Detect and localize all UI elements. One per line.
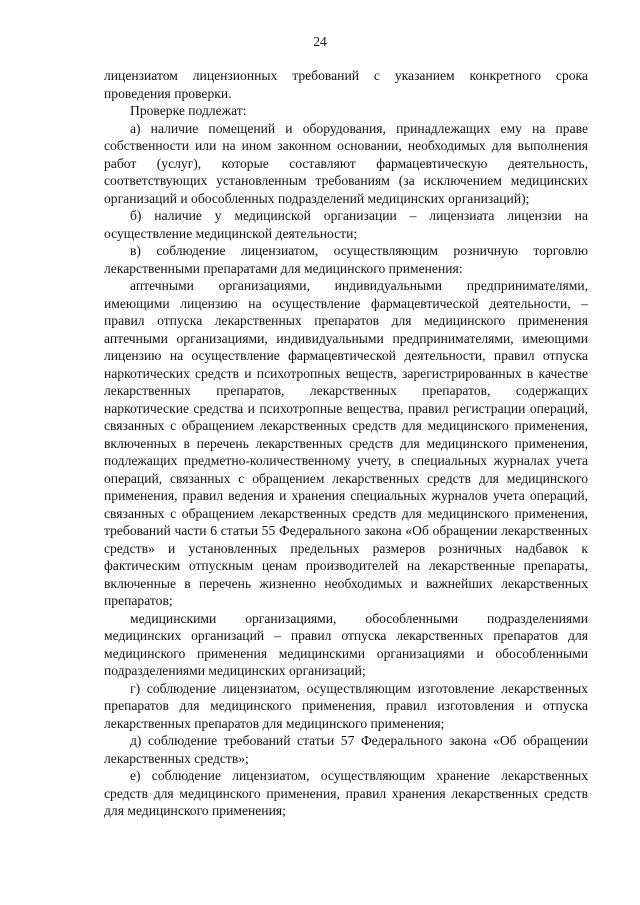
paragraph-item-v: в) соблюдение лицензиатом, осуществляющим розничную торговлю лекарственными препаратами для медицинского применения: bbox=[104, 243, 588, 276]
paragraph-inspection-intro: Проверке подлежат: bbox=[130, 103, 247, 118]
paragraph-item-d: д) соблюдение требований статьи 57 Федерального закона «Об обращении лекарственных средств»; bbox=[104, 733, 588, 766]
paragraph-item-e: е) соблюдение лицензиатом, осуществляющим хранение лекарственных средств для медицинского применения, правил хранения лекарственных средств для медицинского применения; bbox=[104, 768, 588, 818]
paragraph-medical-organizations: медицинскими организациями, обособленными подразделениями медицинских организаций – правил отпуска лекарственных препаратов для медицинского применения медицинскими организациями и обособленными подразделениями медицинских организаций; bbox=[104, 610, 588, 678]
paragraph-item-g: г) соблюдение лицензиатом, осуществляющим изготовление лекарственных препаратов для медицинского применения, правил изготовления и отпуска лекарственных препаратов для медицинского применения; bbox=[104, 680, 588, 731]
page-number: 24 bbox=[313, 34, 327, 49]
paragraph-continuation: лицензиатом лицензионных требований с указанием конкретного срока проведения проверки. bbox=[104, 68, 588, 101]
paragraph-item-b: б) наличие у медицинской организации – лицензиата лицензии на осуществление медицинской деятельности; bbox=[104, 208, 588, 241]
document-body bbox=[104, 67, 588, 820]
paragraph-pharmacies: аптечными организациями, индивидуальными предпринимателями, имеющими лицензию на осуществление фармацевтической деятельности, – правил отпуска лекарственных препаратов для медицинского применения аптечными организациями, индивидуальными предпринимателями, имеющими лицензию на осуществление фармацевтической деятельности, правил отпуска наркотических средств и психотропных веществ, зарегистрированных в качестве лекарственных препаратов, лекарственных препаратов, содержащих наркотические средства и психотропные вещества, правил регистрации операций, связанных с обращением лекарственных средств для медицинского применения, включенных в перечень лекарственных средств для медицинского применения, подлежащих предметно-количественному учету, в специальных журналах учета операций, связанных с обращением лекарственных средств для медицинского применения, правил ведения и хранения специальных журналов учета операций, связанных с обращением лекарственных средств для медицинского применения, требований части 6 статьи 55 Федерального закона «Об обращении лекарственных средств» и установленных предельных размеров розничных надбавок к фактическим отпускным ценам производителей на лекарственные препараты, включенные в перечень жизненно необходимых и важнейших лекарственных препаратов; bbox=[104, 278, 588, 608]
paragraph-item-a: а) наличие помещений и оборудования, принадлежащих ему на праве собственности или на ином законном основании, необходимых для выполнения работ (услуг), которые составляют фармацевтическую деятельность, соответствующих установленным требованиям (за исключением медицинских организаций и обособленных подразделений медицинских организаций); bbox=[104, 120, 588, 206]
